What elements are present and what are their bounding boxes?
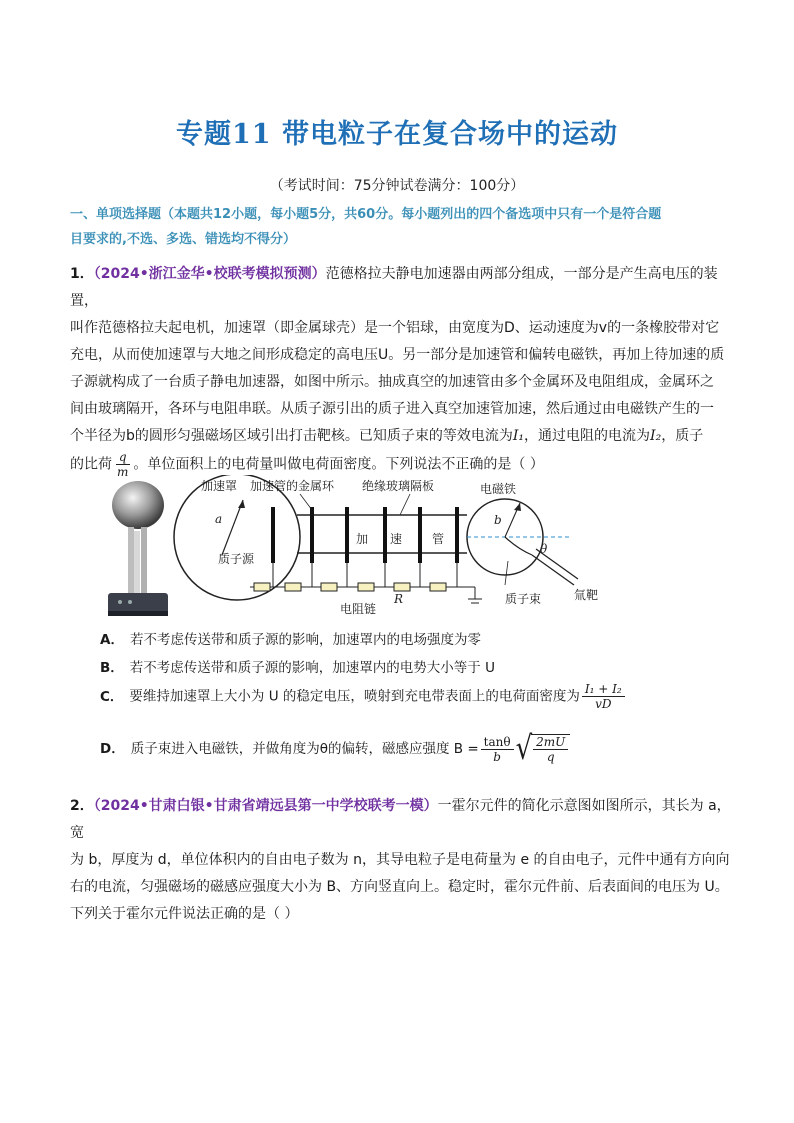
label-guan: 管 bbox=[432, 532, 445, 546]
question-1-line1 bbox=[70, 261, 732, 315]
option-d-fraction bbox=[481, 735, 514, 764]
text-segment: 个半径为b的圆形匀强磁场区域引出打击靶核。已知质子束的等效电流为 bbox=[70, 428, 513, 444]
question-1-line6 bbox=[70, 423, 732, 450]
question-2-line2: 为 b，厚度为 d，单位体积内的自由电子数为 n，其导电粒子是电荷量为 e 的自由电子，元件中通有方向向 bbox=[70, 852, 730, 868]
exam-info: （考试时间：75分钟试卷满分：100分） bbox=[269, 178, 525, 194]
label-shell: 加速罩 bbox=[201, 479, 238, 493]
option-label: A． bbox=[100, 632, 124, 648]
fraction-numerator: tanθ bbox=[481, 735, 514, 750]
sqrt-fraction bbox=[533, 735, 568, 764]
section-heading-line2: 目要求的,不选、多选、错选均不得分） bbox=[70, 232, 296, 247]
fraction-denominator: m bbox=[117, 465, 129, 479]
option-text: 质子束进入电磁铁，并做角度为θ的偏转，磁感应强度 B = bbox=[130, 741, 479, 757]
label-proton-beam: 质子束 bbox=[505, 592, 542, 606]
label-theta: θ bbox=[540, 542, 548, 556]
question-1-line3: 充电，从而使加速罩与大地之间形成稳定的高电压U。另一部分是加速管和偏转电磁铁，再加上待加速的质 bbox=[70, 347, 725, 363]
option-c-fraction bbox=[582, 682, 625, 711]
label-resistor-chain: 电阻链 bbox=[340, 602, 377, 616]
question-1-line4: 子源就构成了一台质子静电加速器，如图中所示。抽成真空的加速管由多个金属环及电阻组成，金属环之 bbox=[70, 374, 714, 390]
fraction-numerator: 2mU bbox=[533, 735, 568, 750]
question-text: 一霍尔元件的简化示意图如图所示，其长为 a，宽 bbox=[70, 798, 731, 841]
text-segment: 。单位面积上的电荷量叫做电荷面密度。下列说法不正确的是（ ） bbox=[133, 456, 544, 473]
question-2 bbox=[70, 793, 732, 928]
label-magnet: 电磁铁 bbox=[480, 482, 517, 496]
section-heading-line1: 一、单项选择题（本题共12小题，每小题5分，共60分。每小题列出的四个备选项中只有一个是符合题 bbox=[70, 207, 662, 222]
option-d bbox=[100, 730, 570, 768]
option-b bbox=[100, 656, 495, 676]
label-glass: 绝缘玻璃隔板 bbox=[362, 479, 435, 493]
option-text: 若不考虑传送带和质子源的影响，加速罩内的电势大小等于 U bbox=[129, 660, 495, 676]
label-b: b bbox=[494, 513, 502, 527]
fraction-denominator: vD bbox=[595, 697, 612, 711]
option-c bbox=[100, 682, 627, 711]
fraction-denominator: b bbox=[493, 749, 501, 764]
current-i2: I₂ bbox=[650, 428, 662, 444]
page-title: 专题11 带电粒子在复合场中的运动 bbox=[176, 119, 618, 150]
question-text: 范德格拉夫静电加速器由两部分组成，一部分是产生高电压的装置， bbox=[70, 266, 718, 309]
option-label: D． bbox=[100, 741, 125, 757]
label-jia: 加 bbox=[356, 532, 369, 546]
accelerator-diagram bbox=[100, 475, 680, 625]
question-number: 2． bbox=[70, 798, 94, 814]
text-segment: ，通过电阻的电流为 bbox=[524, 428, 651, 444]
label-a: a bbox=[215, 512, 223, 526]
section-heading bbox=[70, 202, 730, 252]
resistor-chain bbox=[250, 563, 482, 603]
current-i1: I₁ bbox=[512, 428, 525, 444]
generator-photo bbox=[108, 481, 168, 616]
question-2-line1 bbox=[70, 793, 732, 847]
question-source: （2024•甘肃白银•甘肃省靖远县第一中学校联考一模） bbox=[93, 798, 438, 814]
label-proton-source: 质子源 bbox=[218, 552, 255, 566]
option-text: 要维持加速罩上大小为 U 的稳定电压，喷射到充电带表面上的电荷面密度为 bbox=[129, 688, 580, 705]
question-2-line4: 下列关于霍尔元件说法正确的是（ ） bbox=[70, 906, 299, 922]
fraction-numerator: q bbox=[116, 450, 130, 465]
question-1-line2: 叫作范德格拉夫起电机，加速罩（即金属球壳）是一个铝球，由宽度为D、运动速度为v的一条橡胶带对它 bbox=[70, 320, 720, 336]
text-segment: ，质子 bbox=[661, 428, 704, 444]
label-target: 氚靶 bbox=[574, 588, 599, 602]
fraction-numerator: I₁ + I₂ bbox=[582, 682, 625, 697]
question-2-line3: 右的电流，匀强磁场的磁感应强度大小为 B、方向竖直向上。稳定时，霍尔元件前、后表面间的电压为 U。 bbox=[70, 879, 729, 895]
question-1-line5: 间由玻璃隔开，各环与电阻串联。从质子源引出的质子进入真空加速管加速，然后通过由电磁铁产生的一 bbox=[70, 401, 714, 417]
text-segment: 的比荷 bbox=[70, 456, 112, 473]
option-label: B． bbox=[100, 660, 124, 676]
label-R: R bbox=[394, 592, 404, 606]
radius-a-line bbox=[222, 500, 243, 555]
fraction-denominator: q bbox=[546, 750, 555, 764]
option-text: 若不考虑传送带和质子源的影响，加速罩内的电场强度为零 bbox=[129, 632, 481, 648]
label-metal-ring: 加速管的金属环 bbox=[250, 479, 335, 493]
question-1 bbox=[70, 261, 732, 479]
label-su: 速 bbox=[390, 532, 403, 546]
option-label: C． bbox=[100, 688, 124, 705]
option-a bbox=[100, 628, 481, 648]
question-source: （2024•浙江金华•校联考模拟预测） bbox=[93, 266, 326, 282]
option-d-sqrt: √ $\frac{2mU}{q}$ bbox=[516, 734, 571, 764]
accelerator-figure bbox=[100, 475, 680, 625]
shell-circle bbox=[174, 475, 300, 600]
question-number: 1． bbox=[70, 266, 94, 282]
